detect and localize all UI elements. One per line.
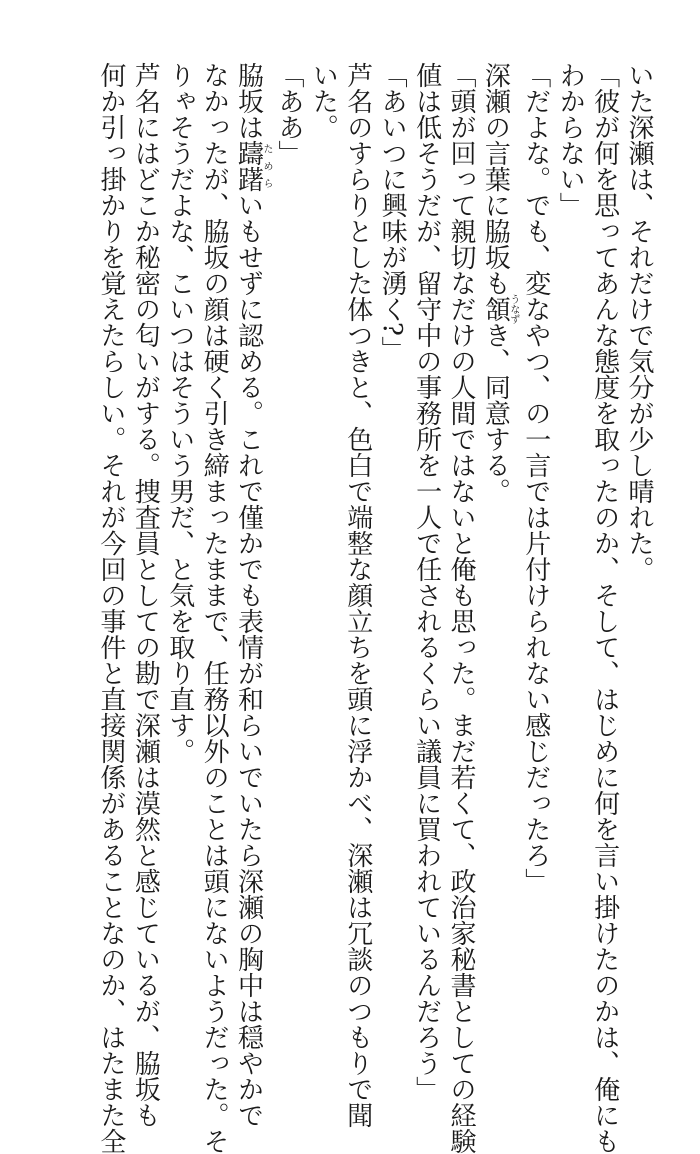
text-line: 「頭が回って親切なだけの人間ではないと俺も思った。まだ若くて、政治家秘書としての経験 [445,62,476,1154]
text-line: 「ああ」 [273,62,304,166]
furigana-ruby: 頷うなず [480,294,519,324]
text-line: 芦名にはどこか秘密の匂いがする。捜査員としての勘で深瀬は漠然と感じているが、脇坂も [130,62,161,1128]
text-line: 「あいつに興味が湧く?」 [377,62,408,362]
text-line: りゃそうだよな、こいつはそういう男だ、と気を取り直す。 [164,62,195,764]
text-line: 値は低そうだが、留守中の事務所を一人で任されるくらい議員に買われているんだろう」 [411,62,442,1102]
text-line: いた。 [308,62,339,140]
text-line: 何か引っ掛かりを覚えたらしい。それが今回の事件と直接関係があることなのか、はたまた全 [95,62,126,1154]
furigana-ruby: 躊躇ためら [233,140,273,192]
text-line: 深瀬の言葉に脇坂も頷うなずき、同意する。 [480,62,519,504]
text-line: 「だよな。でも、変なやつ、の一言では片付けられない感じだったろ」 [520,62,551,894]
text-line: 「彼が何を思ってあんな態度を取ったのか、そして、はじめに何を言い掛けたのかは、俺にも [589,62,620,1154]
text-line: なかったが、脇坂の顔は硬く引き締まったままで、任務以外のことは頭にないようだった。そ [199,62,230,1154]
vertical-text-body [94,62,657,1154]
text-line: わからない」 [555,62,586,218]
furigana-reading: ためら [261,140,273,192]
text-line: いた深瀬は、それだけで気分が少し晴れた。 [624,62,654,582]
furigana-reading: うなず [507,294,519,324]
text-line: 芦名のすらりとした体つきと、色白で端整な顔立ちを頭に浮かべ、深瀬は冗談のつもりで聞 [342,62,373,1128]
text-line: 脇坂は躊躇ためらいもせずに認める。これで僅かでも表情が和らいでいたら深瀬の胸中は穏やかで [233,62,273,1128]
